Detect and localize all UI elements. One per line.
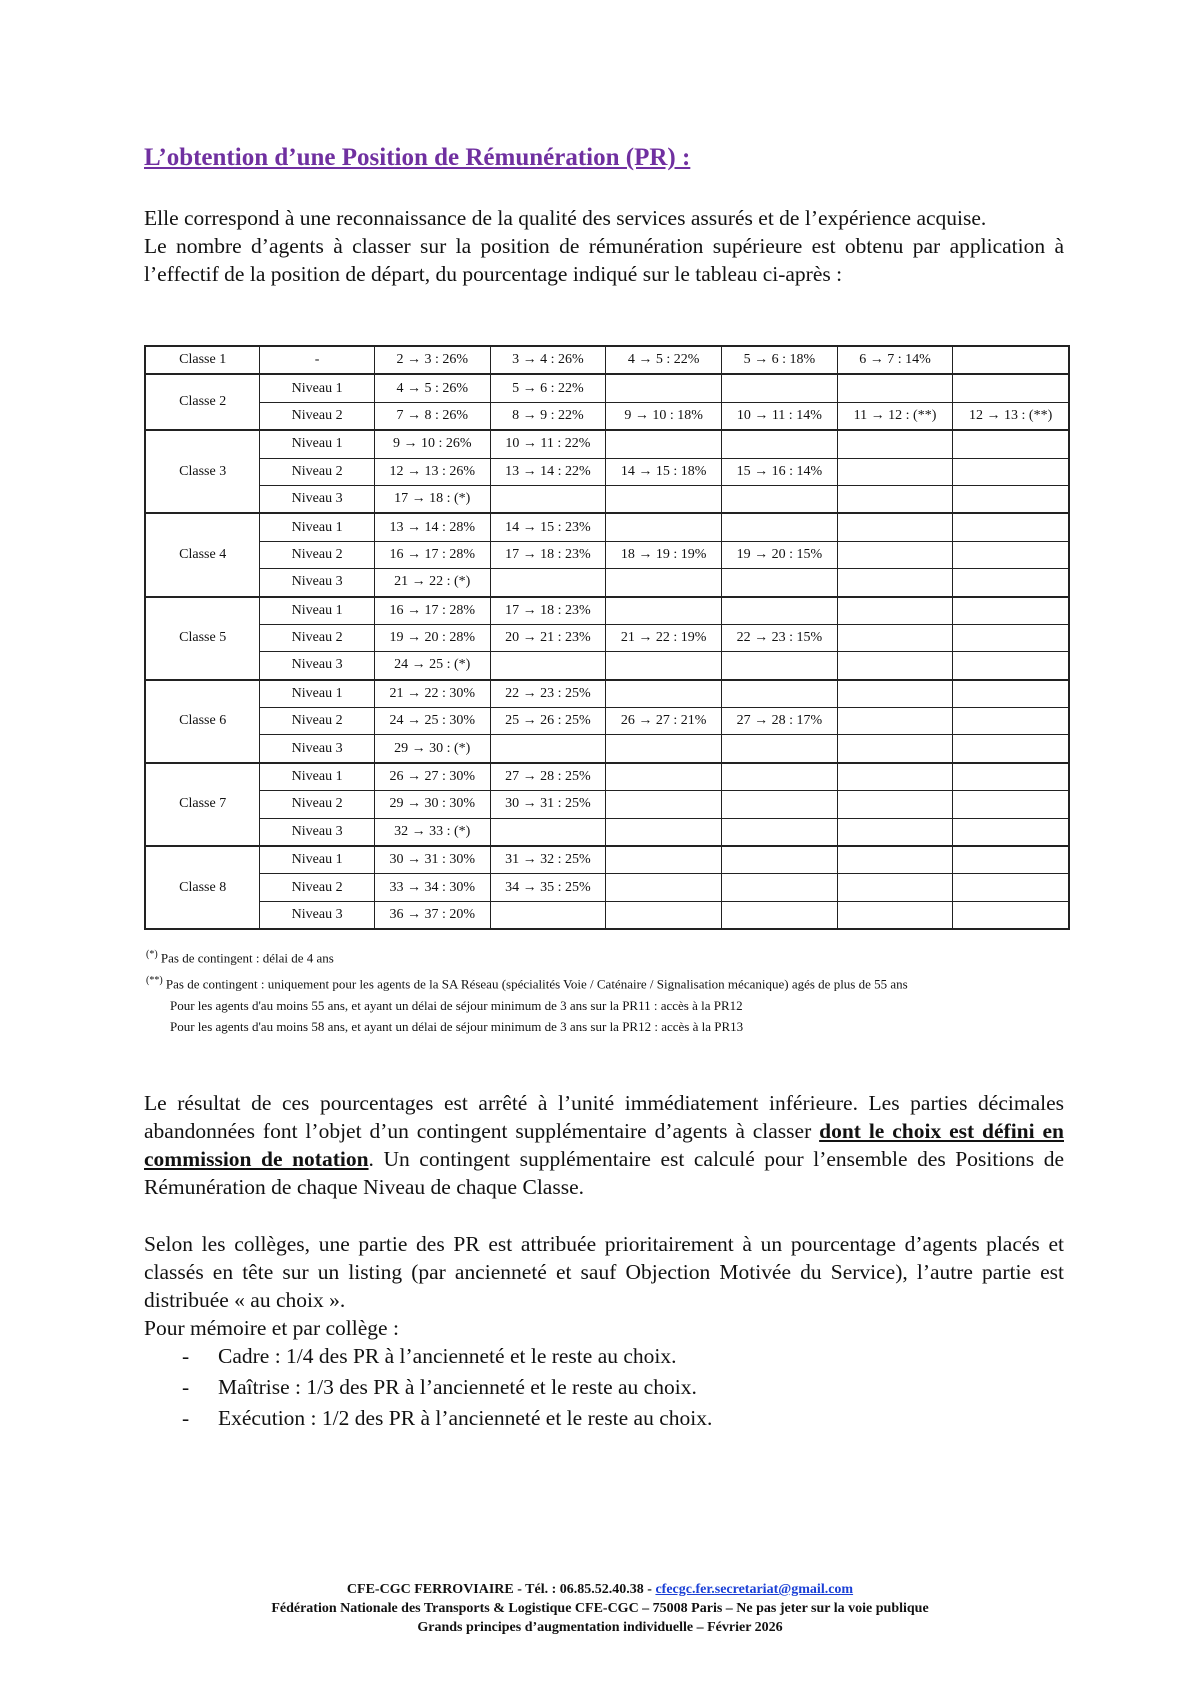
percentage-cell: 13 → 14 : 28% [374, 513, 490, 541]
percentage-cell [837, 791, 953, 818]
pr-percentage-table [144, 345, 1070, 930]
table-row [145, 430, 1069, 458]
percentage-cell [953, 818, 1069, 846]
percentage-cell [953, 374, 1069, 402]
percentage-cell: 32 → 33 : (*) [374, 818, 490, 846]
result-emphasis: dont le choix est défini en commission de notation [144, 1119, 1064, 1171]
niveau-cell: Niveau 1 [260, 680, 375, 708]
percentage-cell: 27 → 28 : 25% [490, 763, 606, 791]
classe-cell: Classe 7 [145, 763, 260, 846]
percentage-cell: 22 → 23 : 25% [490, 680, 606, 708]
percentage-cell: 21 → 22 : (*) [374, 569, 490, 597]
percentage-cell [837, 597, 953, 625]
percentage-cell [722, 513, 838, 541]
percentage-cell [722, 430, 838, 458]
percentage-cell: 31 → 32 : 25% [490, 846, 606, 874]
percentage-cell: 9 → 10 : 26% [374, 430, 490, 458]
percentage-cell: 10 → 11 : 22% [490, 430, 606, 458]
percentage-cell [722, 374, 838, 402]
table-row [145, 874, 1069, 901]
percentage-cell: 34 → 35 : 25% [490, 874, 606, 901]
table-row [145, 624, 1069, 651]
classe-cell: Classe 8 [145, 846, 260, 929]
percentage-cell: 21 → 22 : 19% [606, 624, 722, 651]
percentage-cell: 12 → 13 : 26% [374, 458, 490, 485]
percentage-cell [722, 652, 838, 680]
percentage-cell: 2 → 3 : 26% [374, 346, 490, 374]
percentage-cell: 12 → 13 : (**) [953, 402, 1069, 430]
table-row [145, 846, 1069, 874]
percentage-cell [953, 597, 1069, 625]
niveau-cell: Niveau 1 [260, 597, 375, 625]
percentage-cell [953, 346, 1069, 374]
percentage-cell [837, 430, 953, 458]
percentage-cell [722, 597, 838, 625]
percentage-cell [953, 513, 1069, 541]
footnote-1 [146, 944, 908, 968]
percentage-cell [490, 735, 606, 763]
percentage-cell [837, 569, 953, 597]
result-text: Le résultat de ces pourcentages est arrêté à l’unité immédiatement inférieure. Les parties décimales abandonnées font l’objet d’un contingent supplémentaire d’agents à classer [144, 1091, 1064, 1143]
niveau-cell: Niveau 3 [260, 818, 375, 846]
percentage-cell [606, 430, 722, 458]
classe-cell: Classe 4 [145, 513, 260, 596]
intro-paragraph-2: Le nombre d’agents à classer sur la position de rémunération supérieure est obtenu par application à l’effectif de la position de départ, du pourcentage indiqué sur le tableau ci-après : [144, 234, 1064, 286]
percentage-cell: 17 → 18 : 23% [490, 541, 606, 568]
percentage-cell: 13 → 14 : 22% [490, 458, 606, 485]
percentage-cell: 4 → 5 : 26% [374, 374, 490, 402]
percentage-cell [953, 569, 1069, 597]
percentage-cell [837, 846, 953, 874]
percentage-cell [490, 569, 606, 597]
list-item-text: Exécution : 1/2 des PR à l’ancienneté et le reste au choix. [218, 1406, 713, 1430]
table-row [145, 485, 1069, 513]
dash-bullet: - [182, 1406, 190, 1430]
percentage-cell [490, 485, 606, 513]
percentage-cell [606, 485, 722, 513]
niveau-cell: Niveau 1 [260, 430, 375, 458]
percentage-cell [606, 513, 722, 541]
percentage-cell: 3 → 4 : 26% [490, 346, 606, 374]
page-footer [0, 1580, 1200, 1637]
classe-cell: Classe 6 [145, 680, 260, 763]
percentage-cell: 4 → 5 : 22% [606, 346, 722, 374]
intro-paragraph-1: Elle correspond à une reconnaissance de la qualité des services assurés et de l’expérience acquise. [144, 206, 987, 230]
percentage-cell: 15 → 16 : 14% [722, 458, 838, 485]
percentage-cell [953, 874, 1069, 901]
percentage-cell: 19 → 20 : 28% [374, 624, 490, 651]
table-row [145, 708, 1069, 735]
percentage-cell [606, 763, 722, 791]
table-row [145, 513, 1069, 541]
percentage-cell [953, 708, 1069, 735]
niveau-cell: Niveau 3 [260, 652, 375, 680]
percentage-cell [953, 430, 1069, 458]
percentage-cell: 36 → 37 : 20% [374, 901, 490, 929]
percentage-cell: 26 → 27 : 21% [606, 708, 722, 735]
percentage-cell: 14 → 15 : 23% [490, 513, 606, 541]
table-row [145, 374, 1069, 402]
percentage-cell: 30 → 31 : 25% [490, 791, 606, 818]
dash-bullet: - [182, 1375, 190, 1399]
percentage-cell [953, 458, 1069, 485]
percentage-cell [606, 735, 722, 763]
list-item [144, 1342, 1064, 1373]
percentage-cell [722, 680, 838, 708]
table-row [145, 652, 1069, 680]
table-row [145, 763, 1069, 791]
college-text: Selon les collèges, une partie des PR est attribuée prioritairement à un pourcentage d’agents placés et classés en tête sur un listing (par ancienneté et sauf Objection Motivée du Service), l’autre partie est distribuée « au choix ». [144, 1232, 1064, 1312]
list-item-text: Cadre : 1/4 des PR à l’ancienneté et le reste au choix. [218, 1344, 677, 1368]
list-item-text: Maîtrise : 1/3 des PR à l’ancienneté et le reste au choix. [218, 1375, 697, 1399]
percentage-cell [606, 652, 722, 680]
percentage-cell [837, 485, 953, 513]
footer-federation: Fédération Nationale des Transports & Logistique CFE-CGC – 75008 Paris – Ne pas jeter sur la voie publique [271, 1601, 929, 1616]
table-row [145, 735, 1069, 763]
niveau-cell: Niveau 2 [260, 624, 375, 651]
niveau-cell: Niveau 2 [260, 541, 375, 568]
percentage-cell [953, 846, 1069, 874]
percentage-cell: 22 → 23 : 15% [722, 624, 838, 651]
percentage-cell [837, 901, 953, 929]
percentage-cell [837, 652, 953, 680]
percentage-cell: 9 → 10 : 18% [606, 402, 722, 430]
percentage-cell [606, 901, 722, 929]
percentage-cell [490, 818, 606, 846]
percentage-cell [606, 569, 722, 597]
percentage-cell: 8 → 9 : 22% [490, 402, 606, 430]
classe-cell: Classe 3 [145, 430, 260, 513]
niveau-cell: Niveau 1 [260, 846, 375, 874]
footnote-text: Pas de contingent : délai de 4 ans [160, 950, 334, 966]
niveau-cell: Niveau 2 [260, 402, 375, 430]
percentage-cell: 7 → 8 : 26% [374, 402, 490, 430]
percentage-cell: 29 → 30 : (*) [374, 735, 490, 763]
footer-contact: CFE-CGC FERROVIAIRE - Tél. : 06.85.52.40.38 - [346, 1582, 656, 1597]
percentage-cell [722, 846, 838, 874]
percentage-cell [953, 763, 1069, 791]
percentage-cell [837, 818, 953, 846]
percentage-cell [837, 735, 953, 763]
percentage-cell [606, 791, 722, 818]
percentage-cell [606, 680, 722, 708]
table-row [145, 541, 1069, 568]
classe-cell: Classe 5 [145, 597, 260, 680]
percentage-cell: 19 → 20 : 15% [722, 541, 838, 568]
list-item [144, 1373, 1064, 1404]
footnote-2-line-3: Pour les agents d'au moins 58 ans, et ayant un délai de séjour minimum de 3 ans sur la PR12 : accès à la PR13 [170, 1018, 744, 1034]
percentage-cell: 5 → 6 : 22% [490, 374, 606, 402]
percentage-cell [722, 569, 838, 597]
percentage-cell [606, 597, 722, 625]
percentage-cell: 33 → 34 : 30% [374, 874, 490, 901]
table-row [145, 818, 1069, 846]
percentage-cell [953, 541, 1069, 568]
table-footnotes [146, 944, 908, 1037]
percentage-cell [953, 680, 1069, 708]
table-row [145, 346, 1069, 374]
list-item [144, 1404, 1064, 1435]
table-row [145, 901, 1069, 929]
footer-document-title: Grands principes d’augmentation individuelle – Février 2026 [417, 1620, 783, 1635]
niveau-cell: - [260, 346, 375, 374]
footer-email-link[interactable]: cfecgc.fer.secretariat@gmail.com [655, 1582, 854, 1597]
section-title: L’obtention d’une Position de Rémunération (PR) : [144, 144, 691, 171]
table-row [145, 791, 1069, 818]
percentage-cell [837, 541, 953, 568]
percentage-cell: 24 → 25 : (*) [374, 652, 490, 680]
percentage-cell: 26 → 27 : 30% [374, 763, 490, 791]
percentage-cell: 17 → 18 : (*) [374, 485, 490, 513]
percentage-cell: 16 → 17 : 28% [374, 597, 490, 625]
percentage-cell: 14 → 15 : 18% [606, 458, 722, 485]
percentage-cell: 21 → 22 : 30% [374, 680, 490, 708]
percentage-cell [837, 680, 953, 708]
table-row [145, 597, 1069, 625]
table-row [145, 680, 1069, 708]
percentage-cell: 5 → 6 : 18% [722, 346, 838, 374]
percentage-cell: 17 → 18 : 23% [490, 597, 606, 625]
niveau-cell: Niveau 2 [260, 708, 375, 735]
percentage-cell [953, 791, 1069, 818]
percentage-cell [837, 458, 953, 485]
percentage-cell [953, 485, 1069, 513]
memo-text: Pour mémoire et par collège : [144, 1316, 399, 1340]
result-paragraph [144, 1089, 1064, 1201]
percentage-cell: 20 → 21 : 23% [490, 624, 606, 651]
niveau-cell: Niveau 3 [260, 569, 375, 597]
percentage-cell [722, 901, 838, 929]
percentage-cell [722, 874, 838, 901]
percentage-cell [490, 901, 606, 929]
percentage-cell [837, 624, 953, 651]
result-text-end: . Un contingent supplémentaire est calculé pour l’ensemble des Positions de Rémunération de chaque Niveau de chaque Classe. [144, 1147, 1064, 1199]
niveau-cell: Niveau 1 [260, 763, 375, 791]
classe-cell: Classe 2 [145, 374, 260, 430]
percentage-cell [837, 874, 953, 901]
percentage-cell: 16 → 17 : 28% [374, 541, 490, 568]
table-row [145, 402, 1069, 430]
percentage-cell [953, 735, 1069, 763]
dash-bullet: - [182, 1344, 190, 1368]
percentage-cell [606, 818, 722, 846]
percentage-cell [837, 374, 953, 402]
footnote-mark: (*) [146, 949, 158, 960]
percentage-cell [722, 818, 838, 846]
footnote-text: Pas de contingent : uniquement pour les agents de la SA Réseau (spécialités Voie / Caténaire / Signalisation mécanique) agés de plus de 55 ans [165, 976, 908, 992]
footnote-mark: (**) [146, 975, 163, 987]
percentage-cell: 11 → 12 : (**) [837, 402, 953, 430]
percentage-cell [837, 513, 953, 541]
percentage-cell: 27 → 28 : 17% [722, 708, 838, 735]
table-row [145, 569, 1069, 597]
percentage-cell [837, 763, 953, 791]
percentage-cell [953, 652, 1069, 680]
percentage-cell: 10 → 11 : 14% [722, 402, 838, 430]
percentage-cell [606, 374, 722, 402]
percentage-cell [606, 846, 722, 874]
niveau-cell: Niveau 2 [260, 791, 375, 818]
percentage-cell [606, 874, 722, 901]
percentage-cell [953, 901, 1069, 929]
percentage-cell [953, 624, 1069, 651]
table-row [145, 458, 1069, 485]
percentage-cell: 6 → 7 : 14% [837, 346, 953, 374]
intro-text [144, 204, 1064, 288]
footnote-2 [146, 970, 908, 994]
percentage-cell [722, 791, 838, 818]
percentage-cell [490, 652, 606, 680]
percentage-cell: 25 → 26 : 25% [490, 708, 606, 735]
percentage-cell: 18 → 19 : 19% [606, 541, 722, 568]
college-paragraph [144, 1230, 1064, 1435]
percentage-cell [722, 763, 838, 791]
percentage-cell [837, 708, 953, 735]
niveau-cell: Niveau 1 [260, 374, 375, 402]
niveau-cell: Niveau 3 [260, 485, 375, 513]
percentage-cell: 30 → 31 : 30% [374, 846, 490, 874]
college-list [144, 1342, 1064, 1435]
niveau-cell: Niveau 3 [260, 901, 375, 929]
percentage-cell [722, 735, 838, 763]
footnote-2-line-2: Pour les agents d'au moins 55 ans, et ayant un délai de séjour minimum de 3 ans sur la PR11 : accès à la PR12 [170, 997, 743, 1013]
percentage-cell: 24 → 25 : 30% [374, 708, 490, 735]
classe-cell: Classe 1 [145, 346, 260, 374]
niveau-cell: Niveau 1 [260, 513, 375, 541]
niveau-cell: Niveau 2 [260, 458, 375, 485]
niveau-cell: Niveau 2 [260, 874, 375, 901]
niveau-cell: Niveau 3 [260, 735, 375, 763]
percentage-cell: 29 → 30 : 30% [374, 791, 490, 818]
percentage-cell [722, 485, 838, 513]
